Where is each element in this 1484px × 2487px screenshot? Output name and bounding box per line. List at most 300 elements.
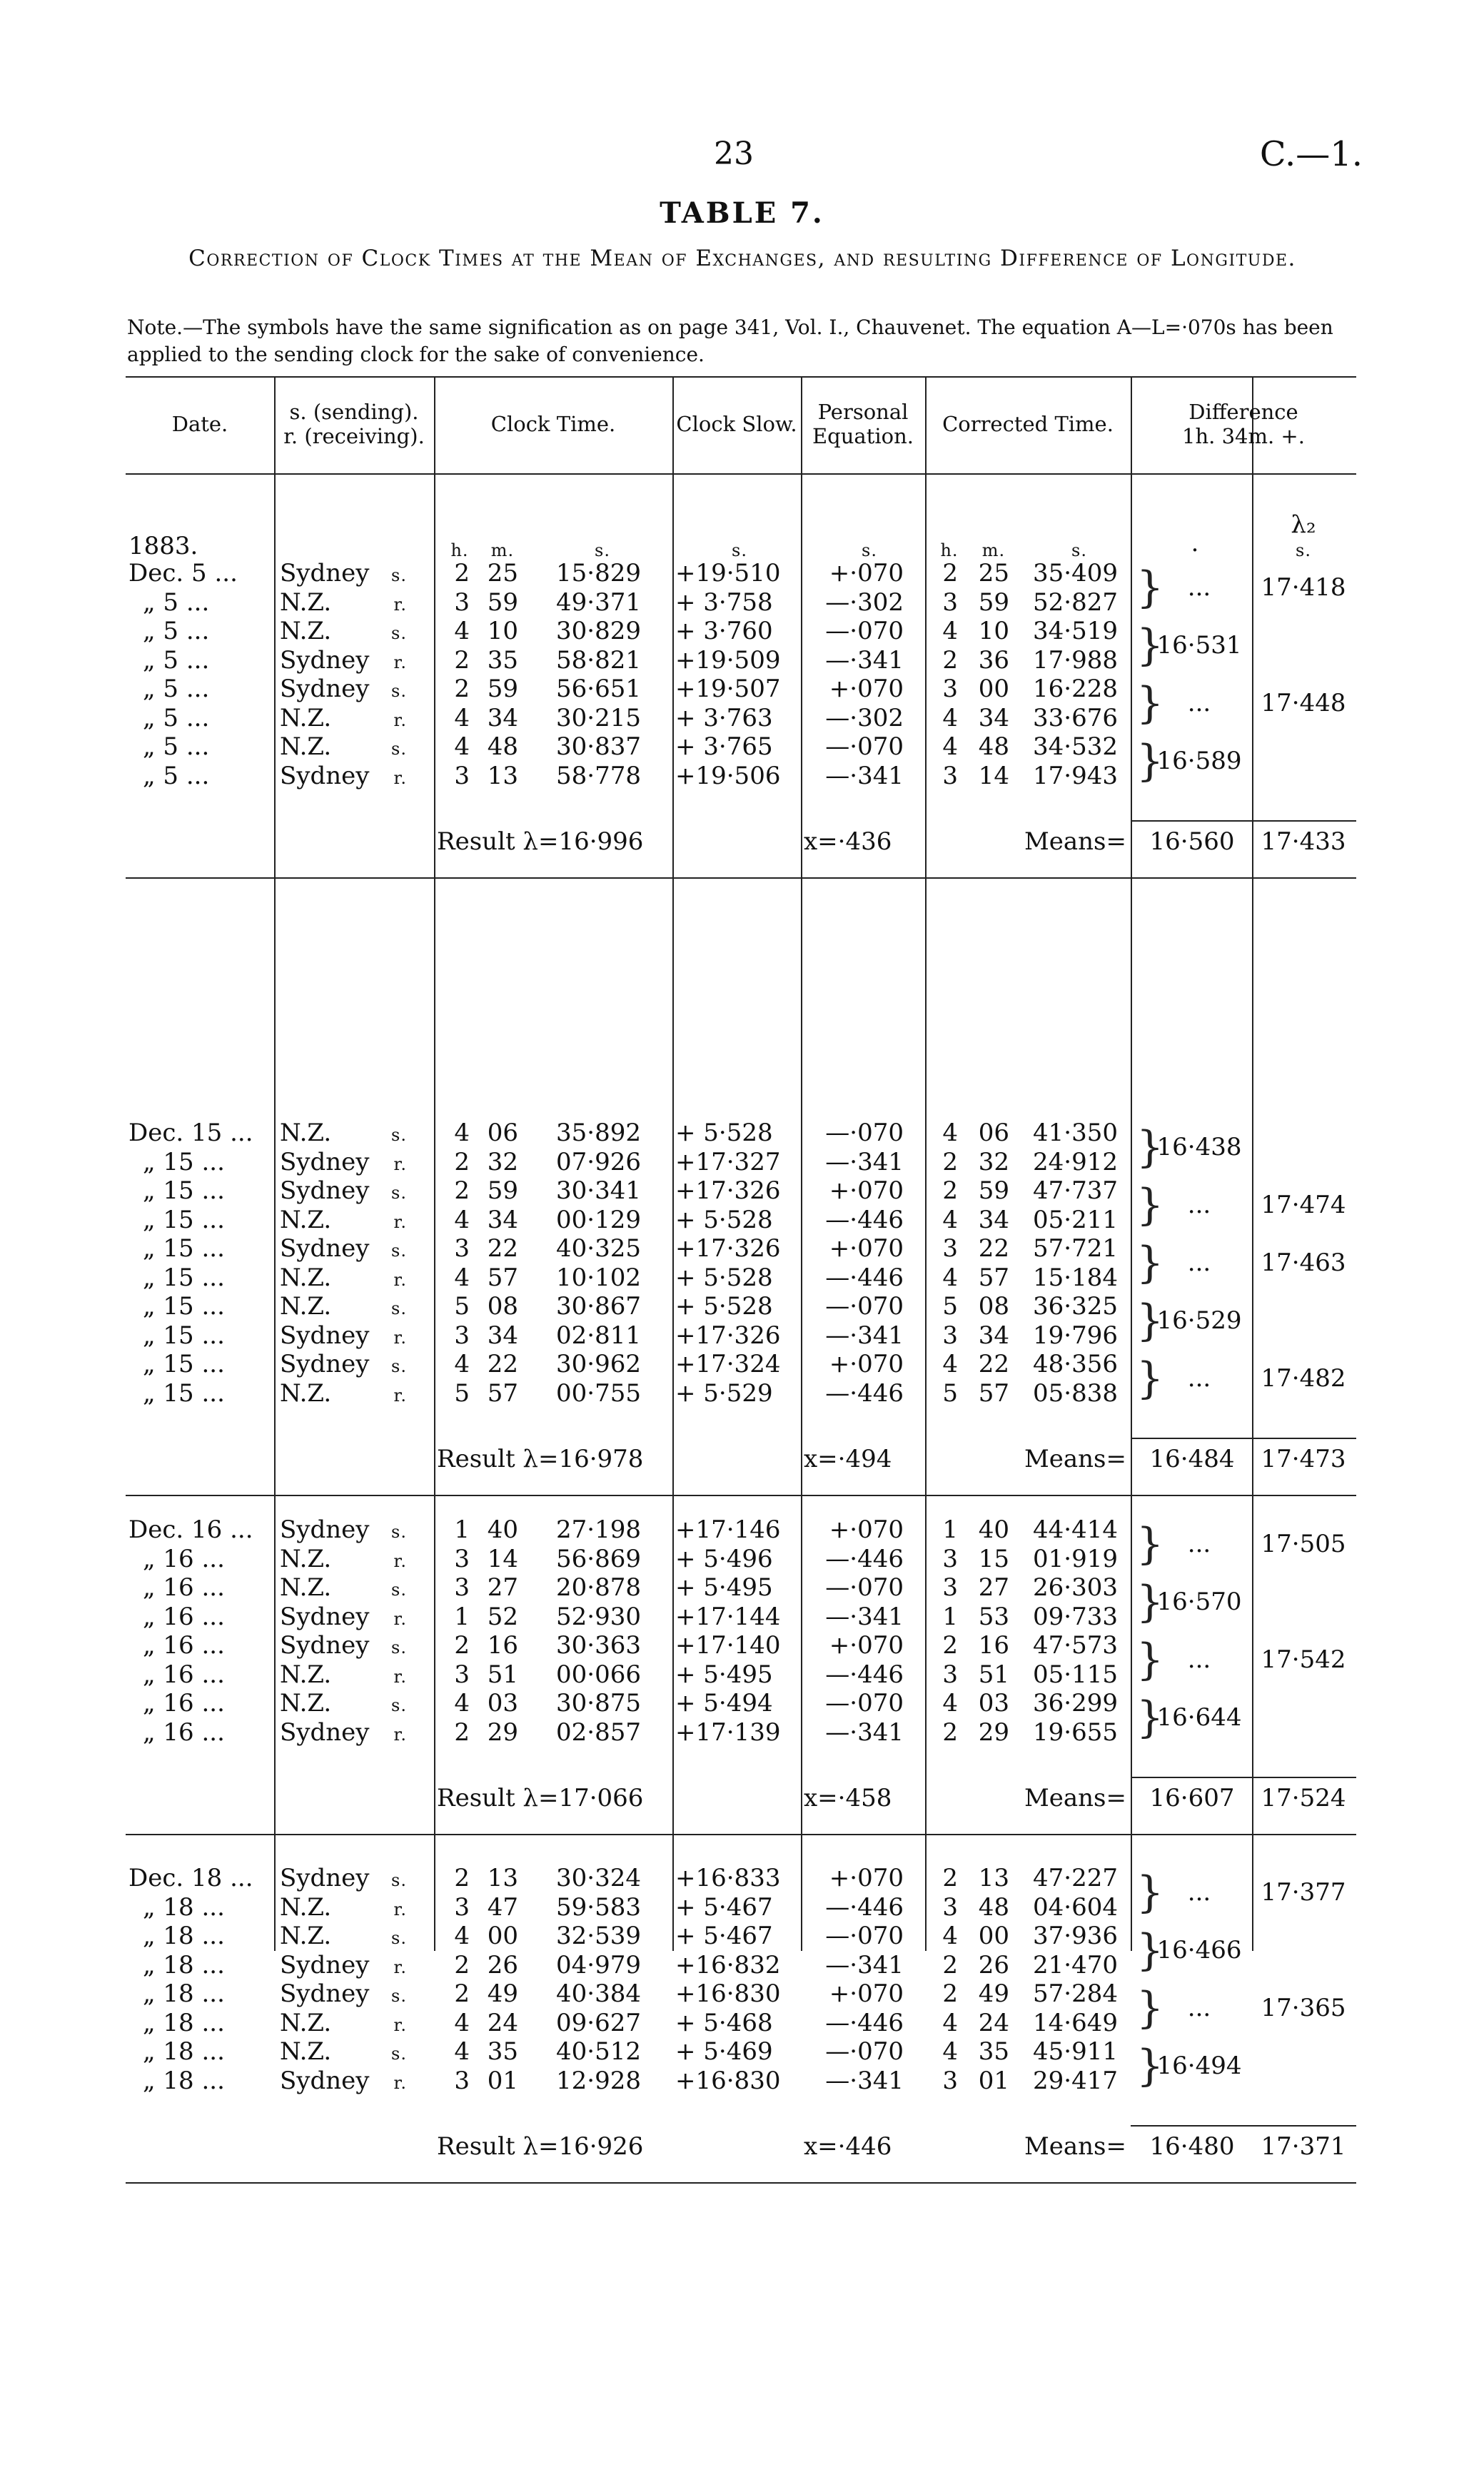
table-row-station: Sydney	[280, 2066, 370, 2095]
clock-slow-value: + 5·467	[675, 1922, 773, 1950]
corrected-hours: 3	[942, 2066, 958, 2095]
clock-minutes: 40	[487, 1515, 518, 1544]
table-row-date: „ 16 ...	[143, 1602, 225, 1631]
corrected-seconds: 05·115	[1033, 1660, 1118, 1689]
corrected-seconds: 33·676	[1033, 703, 1118, 732]
corrected-hours: 3	[942, 587, 958, 617]
table-note: Note.—The symbols have the same signification as on page 341, Vol. I., Chauvenet. The equation A—L=·070s has been applied to the sending clock for the sake of convenience.	[127, 316, 1333, 366]
corrected-minutes: 16	[978, 1631, 1009, 1660]
table-row-send-receive: s.	[391, 1241, 407, 1261]
clock-seconds: 40·384	[556, 1979, 641, 2008]
personal-equation-value: —·446	[825, 1892, 904, 1922]
corrected-hours: 2	[942, 1147, 958, 1176]
table-row-date: Dec. 18 ...	[128, 1864, 253, 1892]
clock-hours: 4	[454, 1689, 470, 1717]
corrected-minutes: 08	[978, 1292, 1009, 1321]
table-row-send-receive: s.	[391, 681, 407, 701]
header-difference: Difference 1h. 34m. +.	[1182, 400, 1305, 448]
lambda2-value: 17·448	[1261, 689, 1346, 717]
table-row-send-receive: s.	[391, 623, 407, 643]
table-row-station: N.Z.	[280, 1689, 332, 1717]
corrected-hours: 1	[942, 1515, 958, 1544]
clock-hours: 4	[454, 2008, 470, 2037]
unit-seconds: s.	[1296, 540, 1311, 560]
clock-minutes: 49	[487, 1979, 518, 2008]
table-row-station: Sydney	[280, 645, 370, 675]
clock-minutes: 34	[487, 1205, 518, 1234]
corrected-seconds: 35·409	[1033, 559, 1118, 587]
clock-slow-value: +19·506	[675, 761, 781, 790]
clock-hours: 2	[454, 1717, 470, 1747]
corrected-hours: 2	[942, 1176, 958, 1205]
clock-hours: 2	[454, 1176, 470, 1205]
table-row-date: „ 16 ...	[143, 1689, 225, 1717]
clock-seconds: 59·583	[556, 1892, 641, 1922]
clock-seconds: 56·651	[556, 675, 641, 703]
clock-hours: 4	[454, 1922, 470, 1950]
table-row-date: „ 16 ...	[143, 1660, 225, 1689]
table-row-station: Sydney	[280, 1717, 370, 1747]
lambda1-value: 16·529	[1156, 1306, 1242, 1335]
clock-seconds: 04·979	[556, 1950, 641, 1979]
lambda1-ellipsis: ...	[1187, 1530, 1211, 1558]
table-row-send-receive: s.	[391, 1522, 407, 1542]
table-row-send-receive: r.	[393, 767, 407, 788]
table-row-station: Sydney	[280, 761, 370, 790]
table-row-send-receive: s.	[391, 1928, 407, 1948]
result-lambda: Result λ=17·066	[437, 1784, 644, 1812]
corrected-seconds: 26·303	[1033, 1573, 1118, 1602]
table-row-date: „ 15 ...	[143, 1176, 225, 1205]
personal-equation-value: —·070	[825, 1573, 904, 1602]
corrected-seconds: 52·827	[1033, 587, 1118, 617]
corrected-seconds: 09·733	[1033, 1602, 1118, 1631]
corrected-minutes: 34	[978, 1321, 1009, 1350]
table-row-date: „ 16 ...	[143, 1573, 225, 1602]
corrected-seconds: 57·284	[1033, 1979, 1118, 2008]
corrected-hours: 4	[942, 1689, 958, 1717]
clock-hours: 5	[454, 1292, 470, 1321]
corrected-hours: 2	[942, 1979, 958, 2008]
result-top-rule-partial	[1131, 820, 1356, 822]
clock-seconds: 00·066	[556, 1660, 641, 1689]
mean-lambda1: 16·560	[1149, 827, 1235, 856]
header-clock-time: Clock Time.	[490, 412, 616, 436]
table-row-station: Sydney	[280, 1234, 370, 1263]
result-lambda: Result λ=16·926	[437, 2132, 644, 2161]
clock-seconds: 49·371	[556, 587, 641, 617]
table-row-date: „ 5 ...	[143, 675, 210, 703]
clock-minutes: 57	[487, 1263, 518, 1292]
unit-seconds: s.	[1071, 540, 1087, 560]
clock-slow-value: + 3·758	[675, 587, 773, 617]
corrected-hours: 5	[942, 1378, 958, 1408]
pair-brace: }	[1136, 1296, 1164, 1346]
result-top-rule-partial	[1131, 1438, 1356, 1439]
mean-lambda1: 16·607	[1149, 1784, 1235, 1812]
clock-minutes: 32	[487, 1147, 518, 1176]
table-row-station: N.Z.	[280, 1378, 332, 1408]
personal-equation-value: —·070	[825, 1292, 904, 1321]
corrected-seconds: 21·470	[1033, 1950, 1118, 1979]
pair-brace: }	[1136, 1925, 1164, 1975]
clock-slow-value: +17·324	[675, 1350, 781, 1378]
page-number: 23	[714, 136, 754, 172]
clock-minutes: 06	[487, 1119, 518, 1147]
personal-equation-value: —·446	[825, 1544, 904, 1573]
table-row-send-receive: r.	[393, 1957, 407, 1977]
result-lambda: Result λ=16·996	[437, 827, 644, 856]
clock-minutes: 48	[487, 732, 518, 761]
clock-seconds: 30·363	[556, 1631, 641, 1660]
table-row-date: „ 18 ...	[143, 2066, 225, 2095]
column-divider	[1252, 376, 1253, 1951]
clock-hours: 3	[454, 1573, 470, 1602]
lambda1-value: 16·438	[1156, 1133, 1242, 1161]
clock-slow-value: + 5·468	[675, 2008, 773, 2037]
corrected-seconds: 16·228	[1033, 675, 1118, 703]
table-row-date: „ 16 ...	[143, 1717, 225, 1747]
clock-slow-value: +17·326	[675, 1176, 781, 1205]
corrected-seconds: 47·737	[1033, 1176, 1118, 1205]
corrected-seconds: 41·350	[1033, 1119, 1118, 1147]
unit-minutes: m.	[490, 540, 515, 560]
mean-lambda1: 16·484	[1149, 1445, 1235, 1473]
pair-brace: }	[1136, 1635, 1164, 1685]
table-row-send-receive: r.	[393, 1154, 407, 1174]
table-row-send-receive: r.	[393, 1666, 407, 1687]
table-row-station: N.Z.	[280, 2008, 332, 2037]
table-top-rule	[126, 376, 1356, 378]
clock-slow-value: + 5·528	[675, 1205, 773, 1234]
clock-seconds: 30·837	[556, 732, 641, 761]
corrected-minutes: 00	[978, 1922, 1009, 1950]
clock-hours: 3	[454, 1892, 470, 1922]
data-table	[126, 376, 1356, 2161]
clock-hours: 2	[454, 1979, 470, 2008]
corrected-minutes: 25	[978, 559, 1009, 587]
lambda2-value: 17·482	[1261, 1364, 1346, 1393]
corrected-hours: 3	[942, 1321, 958, 1350]
corrected-seconds: 01·919	[1033, 1544, 1118, 1573]
header-date: Date.	[171, 412, 228, 436]
clock-hours: 4	[454, 1263, 470, 1292]
lambda1-unit-dot: ·	[1191, 536, 1199, 565]
corrected-minutes: 14	[978, 761, 1009, 790]
clock-minutes: 10	[487, 617, 518, 645]
table-row-send-receive: r.	[393, 2014, 407, 2035]
clock-hours: 3	[454, 1544, 470, 1573]
clock-minutes: 34	[487, 703, 518, 732]
lambda1-ellipsis: ...	[1187, 689, 1211, 717]
table-row-send-receive: r.	[393, 1608, 407, 1629]
lambda2-value: 17·463	[1261, 1248, 1346, 1277]
corrected-seconds: 36·325	[1033, 1292, 1118, 1321]
table-row-station: Sydney	[280, 1979, 370, 2008]
corrected-seconds: 05·838	[1033, 1378, 1118, 1408]
table-row-date: „ 5 ...	[143, 645, 210, 675]
table-row-station: N.Z.	[280, 1263, 332, 1292]
clock-seconds: 10·102	[556, 1263, 641, 1292]
column-divider	[274, 376, 276, 1951]
clock-slow-value: +17·140	[675, 1631, 781, 1660]
header-sending-receiving: s. (sending). r. (receiving).	[283, 400, 425, 448]
corrected-seconds: 47·227	[1033, 1864, 1118, 1892]
clock-minutes: 16	[487, 1631, 518, 1660]
personal-equation-value: —·446	[825, 1378, 904, 1408]
table-row-station: Sydney	[280, 1515, 370, 1544]
clock-seconds: 00·129	[556, 1205, 641, 1234]
clock-minutes: 14	[487, 1544, 518, 1573]
personal-equation-value: +·070	[829, 559, 904, 587]
unit-seconds: s.	[595, 540, 610, 560]
table-row-send-receive: r.	[393, 1269, 407, 1290]
personal-equation-value: —·446	[825, 1660, 904, 1689]
clock-minutes: 35	[487, 2037, 518, 2066]
column-divider	[925, 376, 927, 1951]
corrected-seconds: 15·184	[1033, 1263, 1118, 1292]
corrected-seconds: 14·649	[1033, 2008, 1118, 2037]
mean-lambda2: 17·524	[1261, 1784, 1346, 1812]
personal-equation-value: —·341	[825, 645, 904, 675]
personal-equation-value: +·070	[829, 1979, 904, 2008]
corrected-hours: 3	[942, 1544, 958, 1573]
clock-seconds: 30·324	[556, 1864, 641, 1892]
table-row-date: „ 15 ...	[143, 1147, 225, 1176]
column-divider	[801, 376, 802, 1951]
clock-slow-value: + 3·765	[675, 732, 773, 761]
corrected-seconds: 34·532	[1033, 732, 1118, 761]
personal-equation-value: —·341	[825, 1950, 904, 1979]
unit-minutes: m.	[981, 540, 1006, 560]
clock-slow-value: + 5·495	[675, 1573, 773, 1602]
corrected-minutes: 51	[978, 1660, 1009, 1689]
corrected-hours: 2	[942, 1864, 958, 1892]
personal-equation-value: —·302	[825, 587, 904, 617]
corrected-minutes: 22	[978, 1350, 1009, 1378]
column-divider	[434, 376, 435, 1951]
corrected-hours: 4	[942, 1263, 958, 1292]
result-x: x=·494	[804, 1445, 892, 1473]
personal-equation-value: —·341	[825, 1717, 904, 1747]
table-row-station: Sydney	[280, 559, 370, 587]
table-row-send-receive: s.	[391, 2044, 407, 2064]
personal-equation-value: —·070	[825, 617, 904, 645]
lambda1-ellipsis: ...	[1187, 573, 1211, 602]
clock-seconds: 12·928	[556, 2066, 641, 2095]
corrected-minutes: 34	[978, 1205, 1009, 1234]
table-row-station: N.Z.	[280, 1205, 332, 1234]
table-row-date: „ 18 ...	[143, 1892, 225, 1922]
table-row-date: „ 15 ...	[143, 1205, 225, 1234]
clock-hours: 4	[454, 2037, 470, 2066]
table-row-station: N.Z.	[280, 1573, 332, 1602]
clock-seconds: 30·829	[556, 617, 641, 645]
table-row-station: Sydney	[280, 1864, 370, 1892]
table-row-date: „ 5 ...	[143, 761, 210, 790]
corrected-minutes: 32	[978, 1147, 1009, 1176]
clock-hours: 4	[454, 732, 470, 761]
table-row-station: N.Z.	[280, 703, 332, 732]
result-top-rule-partial	[1131, 2125, 1356, 2127]
table-row-send-receive: s.	[391, 739, 407, 759]
pair-brace: }	[1136, 1519, 1164, 1569]
table-row-station: N.Z.	[280, 1292, 332, 1321]
unit-seconds: s.	[732, 540, 747, 560]
table-row-send-receive: s.	[391, 1183, 407, 1203]
clock-minutes: 00	[487, 1922, 518, 1950]
header-clock-slow: Clock Slow.	[676, 412, 797, 436]
clock-minutes: 59	[487, 587, 518, 617]
corrected-minutes: 53	[978, 1602, 1009, 1631]
table-row-station: Sydney	[280, 1602, 370, 1631]
table-row-station: N.Z.	[280, 1892, 332, 1922]
corrected-minutes: 35	[978, 2037, 1009, 2066]
corrected-minutes: 00	[978, 675, 1009, 703]
corrected-minutes: 29	[978, 1717, 1009, 1747]
corrected-hours: 2	[942, 645, 958, 675]
clock-minutes: 25	[487, 559, 518, 587]
table-row-date: „ 18 ...	[143, 2037, 225, 2066]
corrected-minutes: 06	[978, 1119, 1009, 1147]
corrected-minutes: 01	[978, 2066, 1009, 2095]
corrected-hours: 3	[942, 761, 958, 790]
clock-slow-value: + 5·528	[675, 1263, 773, 1292]
lambda1-ellipsis: ...	[1187, 1994, 1211, 2022]
clock-seconds: 40·325	[556, 1234, 641, 1263]
clock-seconds: 58·778	[556, 761, 641, 790]
clock-seconds: 09·627	[556, 2008, 641, 2037]
clock-slow-value: +19·510	[675, 559, 781, 587]
means-label: Means=	[1024, 1784, 1126, 1812]
table-row-station: N.Z.	[280, 1119, 332, 1147]
corrected-hours: 1	[942, 1602, 958, 1631]
table-row-date: „ 15 ...	[143, 1378, 225, 1408]
clock-hours: 2	[454, 1147, 470, 1176]
pair-brace: }	[1136, 736, 1164, 786]
table-row-station: Sydney	[280, 1950, 370, 1979]
clock-slow-value: +17·139	[675, 1717, 781, 1747]
clock-slow-value: +16·830	[675, 1979, 781, 2008]
table-row-station: N.Z.	[280, 1544, 332, 1573]
clock-slow-value: + 5·467	[675, 1892, 773, 1922]
clock-seconds: 56·869	[556, 1544, 641, 1573]
unit-hours: h.	[450, 540, 469, 560]
table-row-station: Sydney	[280, 1176, 370, 1205]
table-row-send-receive: s.	[391, 1638, 407, 1658]
lambda2-value: 17·505	[1261, 1530, 1346, 1558]
personal-equation-value: +·070	[829, 1350, 904, 1378]
personal-equation-value: —·070	[825, 1689, 904, 1717]
corrected-minutes: 59	[978, 1176, 1009, 1205]
table-row-send-receive: r.	[393, 1211, 407, 1232]
table-row-date: „ 15 ...	[143, 1321, 225, 1350]
personal-equation-value: —·341	[825, 761, 904, 790]
table-row-station: Sydney	[280, 1321, 370, 1350]
corrected-minutes: 57	[978, 1378, 1009, 1408]
clock-minutes: 27	[487, 1573, 518, 1602]
table-row-date: „ 15 ...	[143, 1350, 225, 1378]
corrected-seconds: 19·655	[1033, 1717, 1118, 1747]
block-separator-rule	[126, 877, 1356, 879]
personal-equation-value: —·446	[825, 1205, 904, 1234]
clock-minutes: 35	[487, 645, 518, 675]
table-row-station: N.Z.	[280, 617, 332, 645]
lambda1-ellipsis: ...	[1187, 1191, 1211, 1219]
corrected-hours: 4	[942, 2037, 958, 2066]
corrected-hours: 4	[942, 732, 958, 761]
corrected-minutes: 15	[978, 1544, 1009, 1573]
clock-minutes: 57	[487, 1378, 518, 1408]
clock-hours: 4	[454, 617, 470, 645]
table-row-send-receive: r.	[393, 652, 407, 672]
corrected-minutes: 26	[978, 1950, 1009, 1979]
corrected-hours: 3	[942, 1660, 958, 1689]
clock-seconds: 58·821	[556, 645, 641, 675]
corrected-minutes: 24	[978, 2008, 1009, 2037]
clock-minutes: 01	[487, 2066, 518, 2095]
corrected-hours: 3	[942, 1573, 958, 1602]
corrected-hours: 2	[942, 1631, 958, 1660]
clock-minutes: 26	[487, 1950, 518, 1979]
clock-seconds: 40·512	[556, 2037, 641, 2066]
clock-slow-value: +16·832	[675, 1950, 781, 1979]
clock-slow-value: +17·326	[675, 1321, 781, 1350]
table-row-station: Sydney	[280, 1631, 370, 1660]
table-row-station: Sydney	[280, 675, 370, 703]
table-row-station: N.Z.	[280, 587, 332, 617]
lambda1-value: 16·531	[1156, 631, 1242, 660]
clock-hours: 2	[454, 559, 470, 587]
clock-minutes: 13	[487, 1864, 518, 1892]
unit-hours: h.	[940, 540, 959, 560]
personal-equation-value: —·341	[825, 1321, 904, 1350]
table-row-station: Sydney	[280, 1350, 370, 1378]
personal-equation-value: —·446	[825, 2008, 904, 2037]
unit-seconds: s.	[862, 540, 877, 560]
table-row-date: „ 18 ...	[143, 2008, 225, 2037]
table-row-station: N.Z.	[280, 1660, 332, 1689]
corrected-seconds: 37·936	[1033, 1922, 1118, 1950]
corrected-hours: 3	[942, 1892, 958, 1922]
table-row-date: Dec. 5 ...	[128, 559, 238, 587]
personal-equation-value: —·302	[825, 703, 904, 732]
pair-brace: }	[1136, 1983, 1164, 2033]
means-label: Means=	[1024, 1445, 1126, 1473]
lambda1-ellipsis: ...	[1187, 1645, 1211, 1674]
clock-minutes: 34	[487, 1321, 518, 1350]
personal-equation-value: —·070	[825, 1119, 904, 1147]
table-row-date: „ 5 ...	[143, 703, 210, 732]
corrected-seconds: 44·414	[1033, 1515, 1118, 1544]
clock-hours: 1	[454, 1602, 470, 1631]
table-row-send-receive: s.	[391, 1125, 407, 1145]
result-x: x=·446	[804, 2132, 892, 2161]
corrected-minutes: 36	[978, 645, 1009, 675]
pair-brace: }	[1136, 620, 1164, 670]
corrected-minutes: 48	[978, 732, 1009, 761]
corrected-minutes: 10	[978, 617, 1009, 645]
table-row-send-receive: s.	[391, 565, 407, 585]
table-row-date: „ 5 ...	[143, 732, 210, 761]
clock-hours: 2	[454, 1864, 470, 1892]
personal-equation-value: —·070	[825, 732, 904, 761]
pair-brace: }	[1136, 1180, 1164, 1230]
table-row-date: „ 5 ...	[143, 587, 210, 617]
corrected-seconds: 29·417	[1033, 2066, 1118, 2095]
corrected-hours: 4	[942, 1922, 958, 1950]
clock-minutes: 13	[487, 761, 518, 790]
